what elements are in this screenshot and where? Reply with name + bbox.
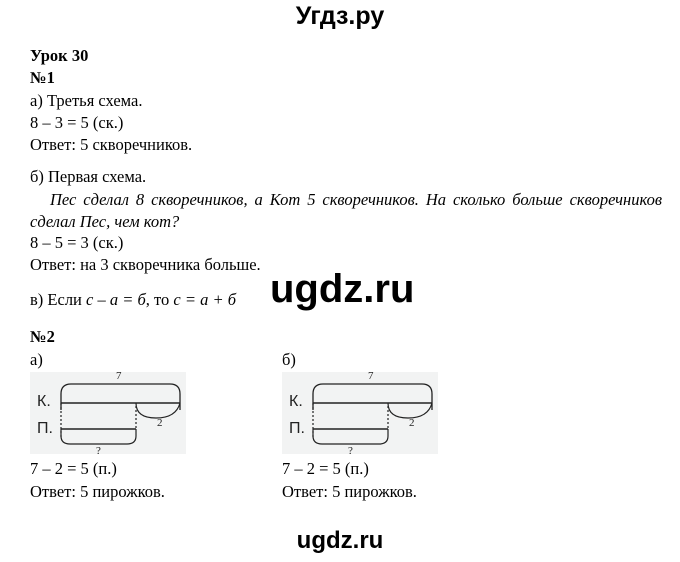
diagram-a-unknown: ? [96, 445, 101, 457]
task1-b-answer: Ответ: на 3 скворечника больше. [30, 255, 261, 274]
task1-a-equation: 8 – 3 = 5 (ск.) [30, 113, 124, 132]
lesson-title: Урок 30 [30, 46, 89, 65]
task1-c-prefix: в) Если [30, 290, 87, 309]
task2-a-equation: 7 – 2 = 5 (п.) [30, 459, 117, 478]
task1-b-equation: 8 – 5 = 3 (ск.) [30, 233, 124, 252]
diagram-b-unknown: ? [348, 445, 353, 457]
diagram-a-part: 2 [157, 417, 163, 429]
task1-a-label: а) Третья схема. [30, 91, 143, 110]
diagram-a-total: 7 [116, 370, 122, 382]
diagram-b-total: 7 [368, 370, 374, 382]
task1-c-mid: , то [145, 290, 174, 309]
task2-a-answer: Ответ: 5 пирожков. [30, 482, 165, 501]
task1-b-problem: Пес сделал 8 скворечников, а Кот 5 скворечников. На сколько больше скворечников сделал Пес, чем кот? [30, 190, 662, 231]
task1-a-answer: Ответ: 5 скворечников. [30, 135, 193, 154]
task1-c-expr2: с = а + б [173, 290, 237, 309]
watermark-middle: ugdz.ru [270, 267, 415, 311]
diagram-b-row-top-label: К. [289, 393, 303, 410]
diagram-a-row-bottom-label: П. [37, 420, 53, 437]
task1-c-expr1: с – а = б [86, 290, 146, 309]
task2-b-equation: 7 – 2 = 5 (п.) [282, 459, 369, 478]
task1-c-line [30, 290, 236, 310]
task2-b-label: б) [282, 350, 296, 369]
site-header: Угдз.ру [295, 2, 385, 30]
task2-number: №2 [30, 327, 55, 346]
diagram-b-row-bottom-label: П. [289, 420, 305, 437]
task2-b-answer: Ответ: 5 пирожков. [282, 482, 417, 501]
diagram-a-row-top-label: К. [37, 393, 51, 410]
segment-diagram-b-lines [282, 372, 438, 454]
diagram-b-part: 2 [409, 417, 415, 429]
segment-diagram-a [30, 370, 186, 457]
segment-diagram-a-lines [30, 372, 186, 454]
task2-a-label: а) [30, 350, 43, 369]
task1-number: №1 [30, 68, 55, 87]
task1-b-label: б) Первая схема. [30, 167, 147, 186]
segment-diagram-b [282, 370, 438, 457]
watermark-bottom: ugdz.ru [296, 527, 384, 554]
